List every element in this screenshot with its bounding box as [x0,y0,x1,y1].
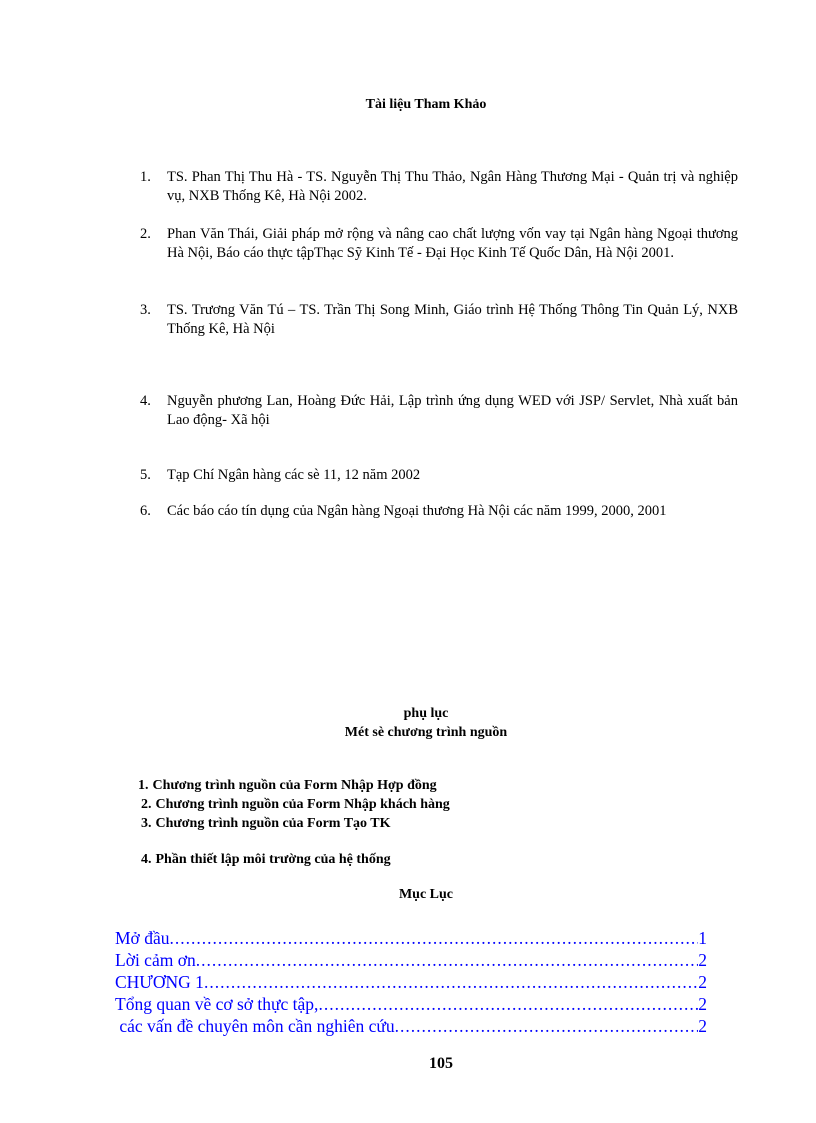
reference-number: 6. [140,503,151,519]
toc-entry[interactable]: các vấn đề chuyên môn cần nghiên cứu ..... 2 [115,1015,707,1037]
reference-item [140,502,738,521]
references-list [140,168,738,521]
source-program-list [138,776,450,869]
reference-number: 5. [140,467,151,483]
source-program-item: 2. Chương trình nguồn của Form Nhập khách hàng [141,797,450,812]
reference-number: 1. [140,169,151,185]
table-of-contents [115,927,707,1037]
source-program-item: 1. Chương trình nguồn của Form Nhập Hợp đồng [138,778,437,793]
toc-entry[interactable]: CHƯƠNG 1 ..... 2 [115,971,707,993]
reference-number: 2. [140,226,151,242]
page-number: 105 [429,1055,453,1072]
reference-text: TS. Trương Văn Tú – TS. Trần Thị Song Minh, Giáo trình Hệ Thống Thông Tin Quản Lý, NXB Thống Kê, Hà Nội [167,302,738,337]
reference-text: Phan Văn Thái, Giải pháp mở rộng và nâng cao chất lượng vốn vay tại Ngân hàng Ngoại thương Hà Nội, Báo cáo thực tậpThạc Sỹ Kinh Tế - Đại Học Kinh Tế Quốc Dân, Hà Nội 2001. [167,226,738,261]
toc-entry[interactable]: Mở đầu ..... 1 [115,927,707,949]
source-program-item: 3. Chương trình nguồn của Form Tạo TK [141,816,391,831]
reference-text: Các báo cáo tín dụng của Ngân hàng Ngoại thương Hà Nội các năm 1999, 2000, 2001 [167,503,667,519]
reference-item [140,168,738,206]
toc-entry[interactable]: Lời cảm ơn ..... 2 [115,949,707,971]
reference-item [140,225,738,263]
references-title: Tài liệu Tham Khảo [365,97,487,112]
appendix-title: phụ lục [403,706,449,721]
reference-text: Tạp Chí Ngân hàng các sè 11, 12 năm 2002 [167,467,421,483]
reference-number: 4. [140,393,151,409]
reference-number: 3. [140,302,151,318]
toc-title: Mục Lục [398,887,454,902]
reference-item [140,301,738,339]
toc-entry[interactable]: Tổng quan về cơ sở thực tập, ..... 2 [115,993,707,1015]
appendix-subtitle: Mét sè chương trình nguồn [344,725,508,740]
reference-text: TS. Phan Thị Thu Hà - TS. Nguyễn Thị Thu Thảo, Ngân Hàng Thương Mại - Quản trị và nghiệp vụ, NXB Thống Kê, Hà Nội 2002. [167,169,738,204]
reference-item [140,392,738,430]
reference-text: Nguyễn phương Lan, Hoàng Đức Hải, Lập trình ứng dụng WED với JSP/ Servlet, Nhà xuất bản Lao động- Xã hội [167,393,738,428]
reference-item [140,466,738,485]
source-program-item: 4. Phần thiết lập môi trường của hệ thống [141,852,391,867]
